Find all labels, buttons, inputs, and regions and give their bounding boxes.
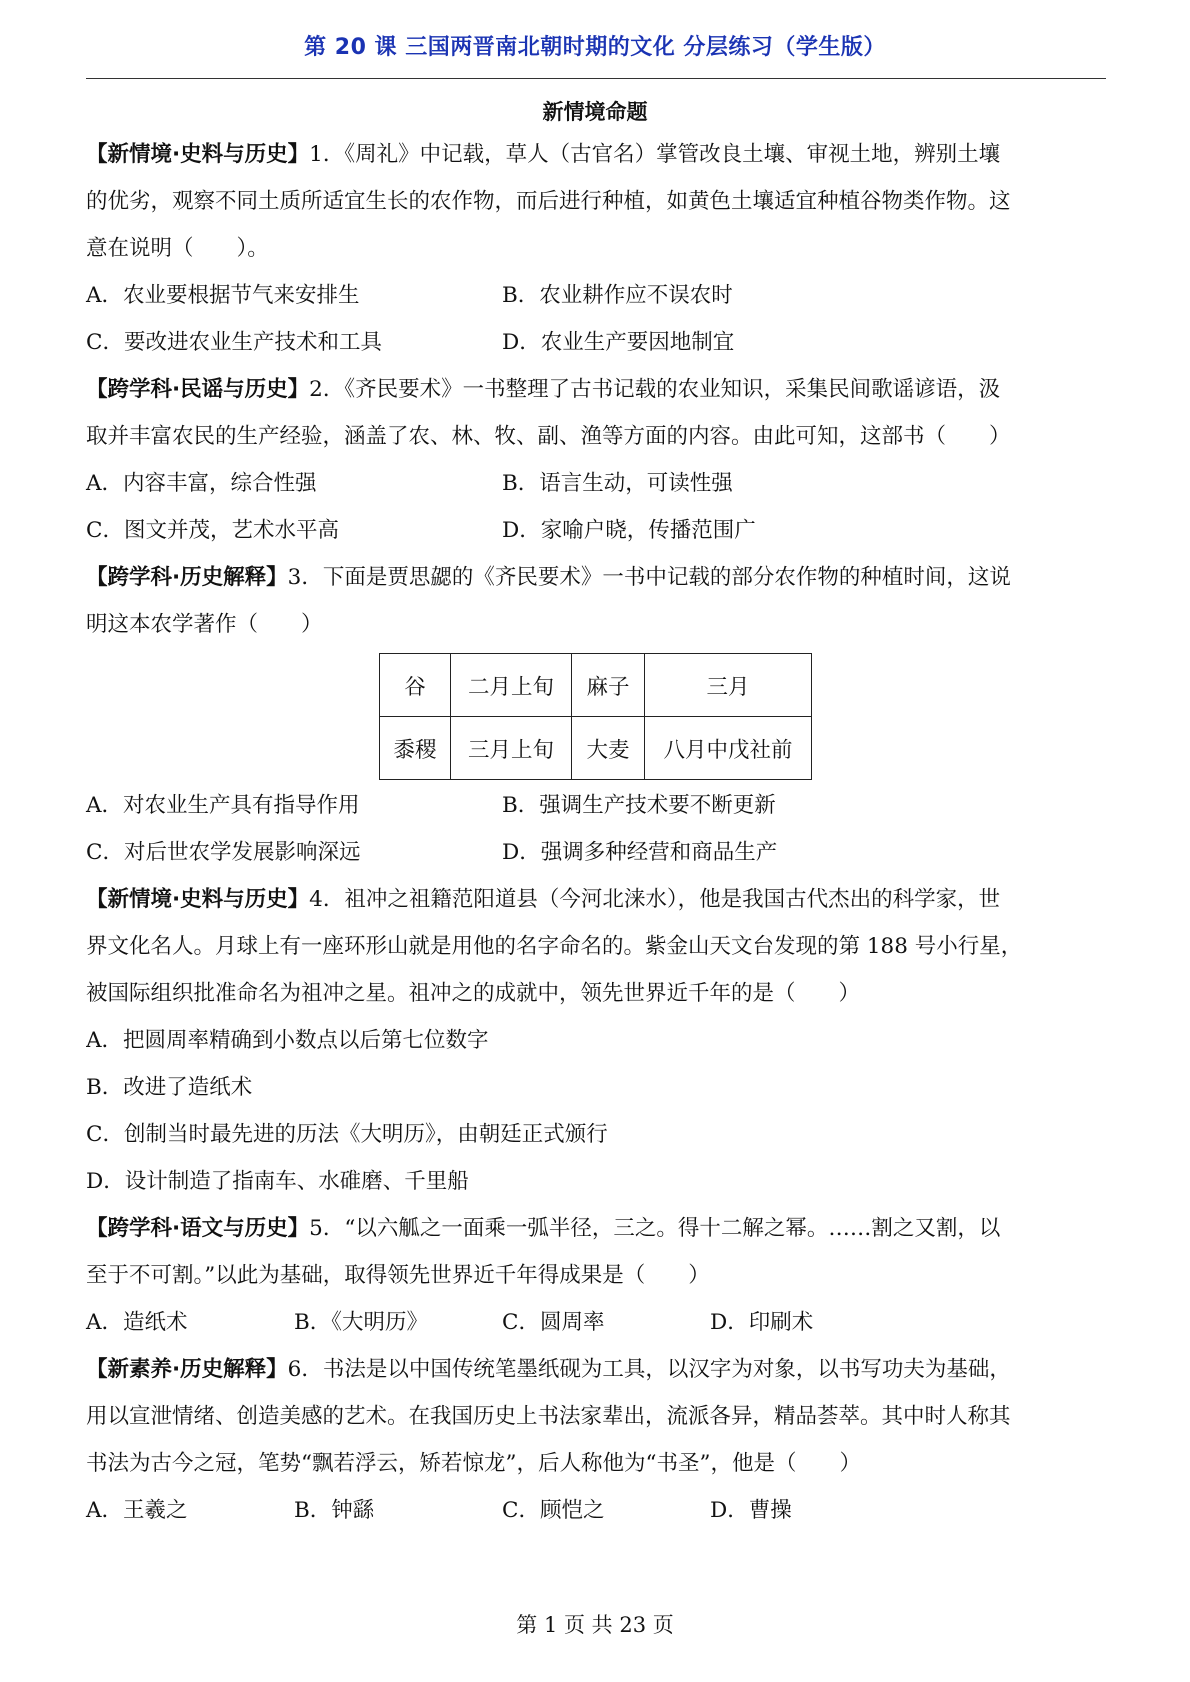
question-4 (86, 876, 1106, 1205)
option-row (86, 460, 1106, 507)
question-text: 被国际组织批准命名为祖冲之星。祖冲之的成就中，领先世界近千年的是（ ） (86, 981, 861, 1006)
question-text: 1．《周礼》中记载，草人（古官名）掌管改良土壤、审视土地，辨别土壤 (309, 142, 1001, 167)
question-list (86, 131, 1106, 1534)
question-text: 取并丰富农民的生产经验，涵盖了农、林、牧、副、渔等方面的内容。由此可知，这部书（ ） (86, 424, 1011, 449)
page-number: 第 1 页 共 23 页 (516, 1613, 674, 1637)
option-a: A．对农业生产具有指导作用 (86, 793, 360, 818)
table-cell: 三月 (645, 654, 812, 717)
table-cell: 三月上旬 (451, 717, 572, 780)
question-text: 用以宣泄情绪、创造美感的艺术。在我国历史上书法家辈出，流派各异，精品荟萃。其中时人称其 (86, 1404, 1011, 1429)
question-tag: 【跨学科·语文与历史】 (86, 1216, 310, 1241)
question-tag: 【新情境·史料与历史】 (86, 887, 310, 912)
question-text: 明这本农学著作（ ） (86, 612, 323, 637)
table-row (380, 654, 812, 717)
question-tag: 【新情境·史料与历史】 (86, 142, 310, 167)
header-rule (86, 78, 1106, 79)
table-cell: 谷 (380, 654, 451, 717)
question-tag: 【跨学科·历史解释】 (86, 565, 288, 590)
question-text: 6．书法是以中国传统笔墨纸砚为工具，以汉字为对象，以书写功夫为基础， (287, 1357, 1011, 1382)
option-a: A．把圆周率精确到小数点以后第七位数字 (86, 1028, 489, 1053)
question-tag: 【新素养·历史解释】 (86, 1357, 288, 1382)
table-cell: 麻子 (572, 654, 645, 717)
question-6 (86, 1346, 1106, 1534)
question-text: 意在说明（ ）。 (86, 236, 269, 261)
planting-time-table (379, 653, 812, 780)
option-d: D．农业生产要因地制宜 (502, 330, 735, 355)
table-cell: 黍稷 (380, 717, 451, 780)
option-c: C．圆周率 (502, 1310, 605, 1335)
option-b: B．强调生产技术要不断更新 (502, 793, 776, 818)
option-b: B．改进了造纸术 (86, 1075, 253, 1100)
option-d: D．设计制造了指南车、水碓磨、千里船 (86, 1169, 469, 1194)
table-cell: 大麦 (572, 717, 645, 780)
question-text: 书法为古今之冠，笔势“飘若浮云，矫若惊龙”，后人称他为“书圣”，他是（ ） (86, 1451, 861, 1476)
option-c: C．顾恺之 (502, 1498, 605, 1523)
option-d: D．家喻户晓，传播范围广 (502, 518, 756, 543)
option-row (86, 272, 1106, 319)
table-cell: 二月上旬 (451, 654, 572, 717)
question-tag: 【跨学科·民谣与历史】 (86, 377, 310, 402)
option-a: A．王羲之 (86, 1498, 188, 1523)
question-text: 界文化名人。月球上有一座环形山就是用他的名字命名的。紫金山天文台发现的第 188 号小行星， (86, 934, 1023, 959)
section-title: 新情境命题 (542, 100, 648, 124)
document-header: 第 20 课 三国两晋南北朝时期的文化 分层练习（学生版） (304, 35, 886, 60)
table-row (380, 717, 812, 780)
option-b: B．《大明历》 (294, 1310, 429, 1335)
option-row (86, 319, 1106, 366)
option-d: D．强调多种经营和商品生产 (502, 840, 778, 865)
question-text: 的优劣，观察不同土质所适宜生长的农作物，而后进行种植，如黄色土壤适宜种植谷物类作物。这 (86, 189, 1011, 214)
option-a: A．造纸术 (86, 1310, 188, 1335)
option-row (86, 507, 1106, 554)
option-c: C．对后世农学发展影响深远 (86, 840, 361, 865)
option-c: C．要改进农业生产技术和工具 (86, 330, 382, 355)
question-1 (86, 131, 1106, 366)
option-row (86, 1487, 1106, 1534)
option-b: B．农业耕作应不误农时 (502, 283, 733, 308)
table-cell: 八月中戊社前 (645, 717, 812, 780)
question-text: 至于不可割。”以此为基础，取得领先世界近千年得成果是（ ） (86, 1263, 710, 1288)
question-3 (86, 554, 1106, 876)
option-b: B．语言生动，可读性强 (502, 471, 733, 496)
option-row (86, 829, 1106, 876)
option-a: A．内容丰富，综合性强 (86, 471, 317, 496)
option-row (86, 782, 1106, 829)
question-5 (86, 1205, 1106, 1346)
question-text: 2．《齐民要术》一书整理了古书记载的农业知识，采集民间歌谣谚语，汲 (309, 377, 1001, 402)
question-2 (86, 366, 1106, 554)
question-text: 5．“以六觚之一面乘一弧半径，三之。得十二解之幂。……割之又割，以 (309, 1216, 1001, 1241)
question-text: 3．下面是贾思勰的《齐民要术》一书中记载的部分农作物的种植时间，这说 (287, 565, 1011, 590)
option-c: C．图文并茂，艺术水平高 (86, 518, 339, 543)
question-text: 4．祖冲之祖籍范阳道县（今河北涞水），他是我国古代杰出的科学家，世 (309, 887, 1001, 912)
option-row (86, 1299, 1106, 1346)
option-a: A．农业要根据节气来安排生 (86, 283, 360, 308)
option-c: C．创制当时最先进的历法《大明历》，由朝廷正式颁行 (86, 1122, 608, 1147)
option-d: D．印刷术 (710, 1310, 814, 1335)
option-d: D．曹操 (710, 1498, 792, 1523)
option-b: B．钟繇 (294, 1498, 375, 1523)
planting-table-wrap (86, 648, 1106, 782)
